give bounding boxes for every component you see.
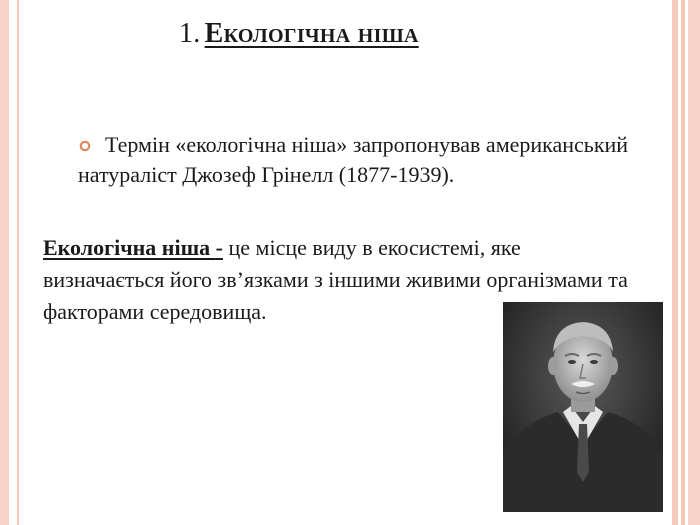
portrait-photo <box>503 302 663 512</box>
title-number: 1. <box>179 18 201 49</box>
right-decor-band <box>688 0 700 525</box>
bullet-item <box>78 130 663 190</box>
definition-text: це місце виду в екосистемі, яке визначається його зв’язками з іншими живими організмами та факторами середовища. <box>43 235 628 324</box>
definition-term: Екологічна ніша <box>43 235 216 260</box>
right-decor-line <box>681 0 685 525</box>
definition-dash: - <box>215 235 223 260</box>
left-decor-line <box>17 0 19 525</box>
left-decor-stripe <box>0 0 9 525</box>
bullet-text: Термін «екологічна ніша» запропонував американський натураліст Джозеф Грінелл (1877-1939). <box>78 132 629 187</box>
right-decor-stripe <box>672 0 678 525</box>
title-text: Екологічна ніша <box>204 18 419 49</box>
slide-title <box>179 18 419 50</box>
circle-bullet-icon <box>79 140 91 152</box>
